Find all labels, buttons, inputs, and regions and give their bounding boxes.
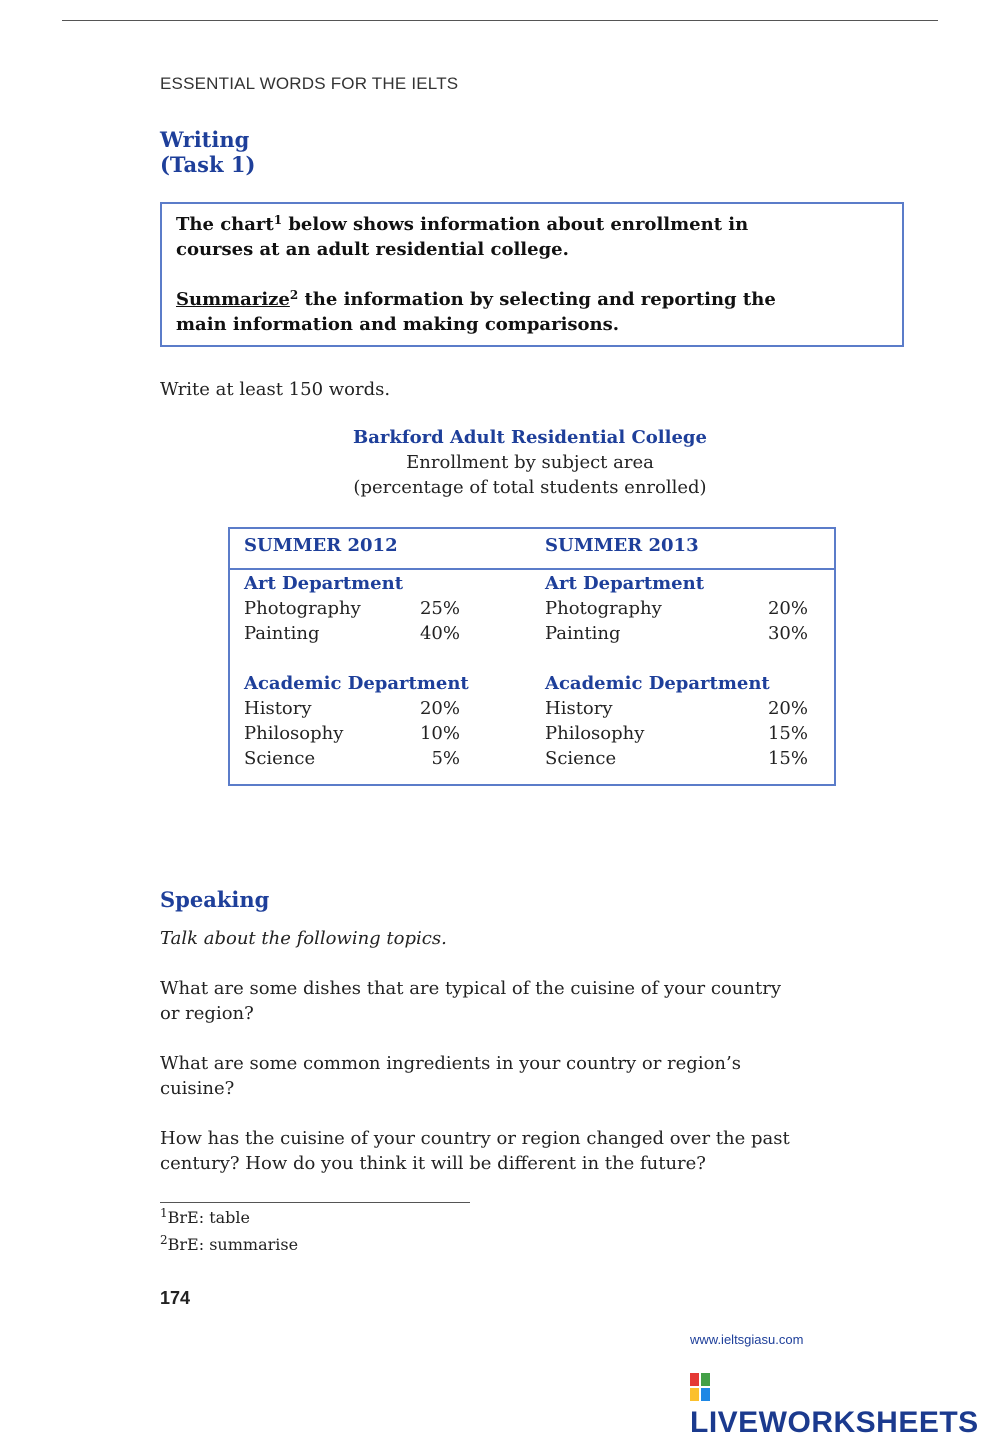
table-row: Philosophy bbox=[545, 723, 645, 744]
column-header-2012: SUMMER 2012 bbox=[244, 535, 398, 556]
table-row: History bbox=[545, 698, 613, 719]
dept-heading-academic-2013: Academic Department bbox=[545, 673, 770, 694]
table-row: Painting bbox=[545, 623, 621, 644]
speaking-question-3-line1: How has the cuisine of your country or region changed over the past bbox=[160, 1128, 790, 1149]
table-row: Science bbox=[545, 748, 617, 769]
dept-heading-art-2013: Art Department bbox=[545, 573, 705, 594]
website-link[interactable]: www.ieltsgiasu.com bbox=[690, 1332, 804, 1347]
writing-title-line1: Writing bbox=[160, 127, 250, 152]
page-number: 174 bbox=[160, 1288, 191, 1308]
column-header-2013: SUMMER 2013 bbox=[545, 535, 699, 556]
chart-title: Barkford Adult Residential College bbox=[353, 427, 707, 448]
speaking-question-1-line1: What are some dishes that are typical of the cuisine of your country bbox=[160, 978, 781, 999]
table-cell-value: 5% bbox=[431, 748, 460, 769]
chart-note: (percentage of total students enrolled) bbox=[353, 477, 707, 498]
dept-heading-academic-2012: Academic Department bbox=[244, 673, 469, 694]
footnote-1: $^1$BrE: table bbox=[160, 1206, 250, 1227]
speaking-intro: Talk about the following topics. bbox=[160, 928, 447, 949]
table-row: Photography bbox=[545, 598, 662, 619]
dept-heading-art-2012: Art Department bbox=[244, 573, 404, 594]
liveworksheets-logo-icon bbox=[690, 1373, 710, 1401]
table-cell-value: 20% bbox=[767, 698, 808, 719]
table-cell-value: 20% bbox=[767, 598, 808, 619]
table-header-row bbox=[230, 529, 834, 570]
speaking-title: Speaking bbox=[160, 887, 270, 912]
table-row: Painting bbox=[244, 623, 320, 644]
table-row: Science bbox=[244, 748, 316, 769]
prompt-line2: courses at an adult residential college. bbox=[176, 239, 569, 260]
table-cell-value: 40% bbox=[419, 623, 460, 644]
speaking-question-3-line2: century? How do you think it will be different in the future? bbox=[160, 1153, 706, 1174]
table-cell-value: 25% bbox=[419, 598, 460, 619]
chart-subtitle: Enrollment by subject area bbox=[406, 452, 654, 473]
writing-title-line2: (Task 1) bbox=[160, 152, 256, 177]
table-row: Photography bbox=[244, 598, 361, 619]
writing-title bbox=[160, 127, 255, 177]
table-cell-value: 20% bbox=[419, 698, 460, 719]
table-row: History bbox=[244, 698, 312, 719]
footnote-ref-2: 2 bbox=[289, 288, 299, 302]
table-cell-value: 30% bbox=[767, 623, 808, 644]
prompt-line3: Summarize$^2$ the information by selecting and reporting the bbox=[176, 288, 776, 310]
liveworksheets-wordmark: LIVEWORKSHEETS bbox=[690, 1406, 979, 1439]
running-head: ESSENTIAL WORDS FOR THE IELTS bbox=[160, 74, 459, 93]
footnote-ref-1: 1 bbox=[273, 213, 283, 227]
liveworksheets-brand bbox=[690, 1372, 1000, 1440]
table-row: Philosophy bbox=[244, 723, 344, 744]
task-prompt-box bbox=[160, 202, 904, 347]
word-count-instruction: Write at least 150 words. bbox=[160, 379, 391, 400]
enrollment-table bbox=[228, 527, 836, 786]
footnote-rule bbox=[160, 1202, 470, 1203]
table-cell-value: 10% bbox=[419, 723, 460, 744]
prompt-line1: The chart$^1$ below shows information about enrollment in bbox=[176, 213, 749, 235]
speaking-question-2-line2: cuisine? bbox=[160, 1078, 235, 1099]
summarize-word: Summarize bbox=[176, 289, 290, 310]
footnote-2: $^2$BrE: summarise bbox=[160, 1233, 299, 1254]
table-cell-value: 15% bbox=[767, 748, 808, 769]
prompt-line4: main information and making comparisons. bbox=[176, 314, 620, 335]
speaking-question-2-line1: What are some common ingredients in your country or region’s bbox=[160, 1053, 741, 1074]
table-cell-value: 15% bbox=[767, 723, 808, 744]
speaking-question-1-line2: or region? bbox=[160, 1003, 254, 1024]
top-rule bbox=[62, 20, 938, 21]
